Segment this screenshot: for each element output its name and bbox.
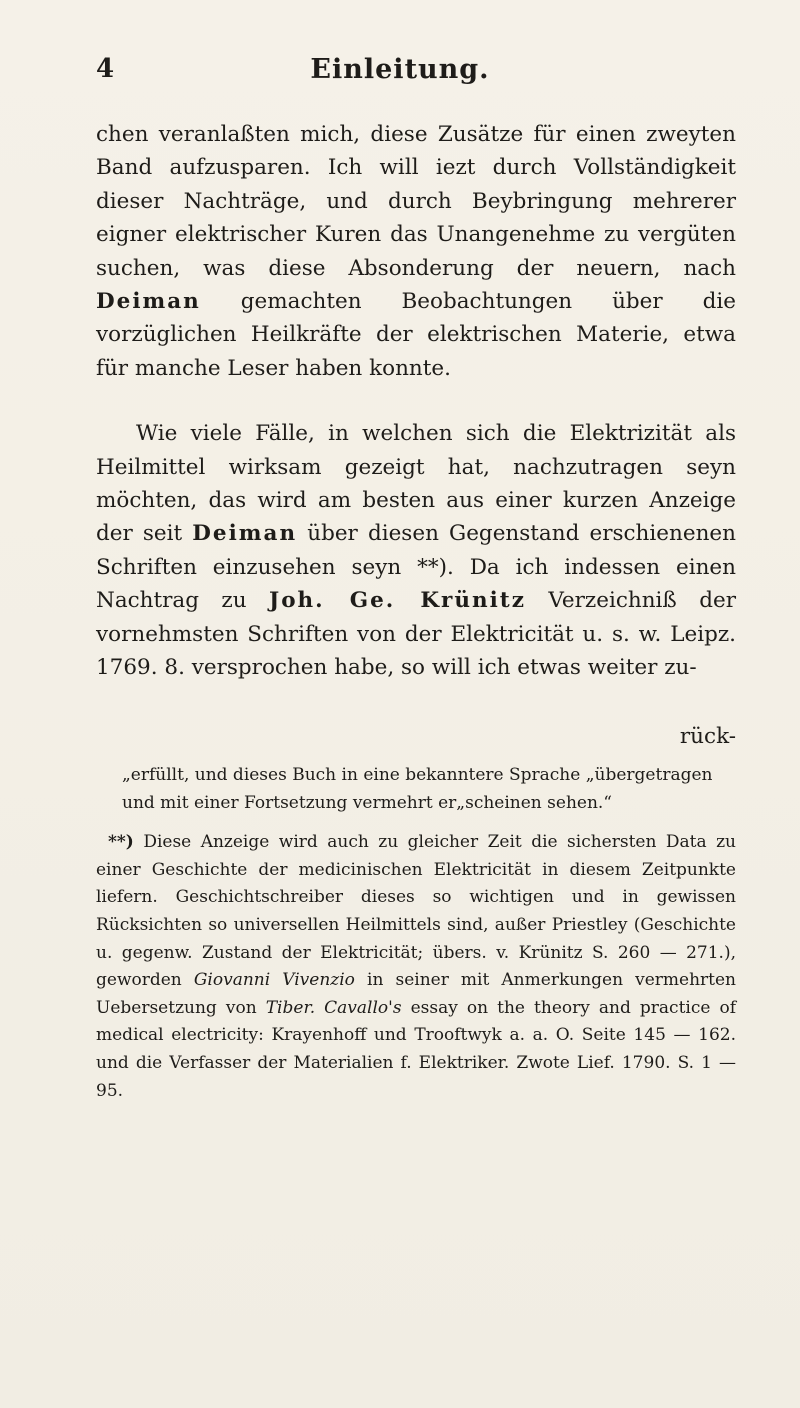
- footnote-2-text-end: essay on the theory and practice of medical electricity: Krayenhoff und Trooftwyk a. a. O. Seite 145 — 162. und die Verfasser der Materialien f. Elektriker. Zwote Lief. 1790. S. 1 — 95.: [96, 997, 737, 1101]
- footnote-2-text-continued: in seiner mit Anmerkungen vermehrten Uebersetzung von: [96, 970, 737, 1018]
- paragraph-1-continuation: gemachten Beobachtungen über die vorzüglichen Heilkräfte der elektrischen Materie, etwa für manche Leser haben konnte.: [96, 289, 736, 381]
- page-header: [0, 54, 800, 94]
- footnote-marker: **): [108, 832, 134, 853]
- catch-word: rück-: [679, 724, 736, 749]
- paragraph-2: [96, 417, 736, 684]
- name-deiman: Deiman: [192, 521, 298, 547]
- paragraph-1-text: chen veranlaßten mich, diese Zusätze für einen zweyten Band aufzusparen. Ich will iezt durch Vollständigkeit dieser Nachträge, und durch Beybringung mehrerer eigner elektrischer Kuren das Unangenehme zu vergüten suchen, was diese Absonderung der neuern, nach: [96, 122, 736, 281]
- running-title: Einleitung.: [310, 54, 490, 85]
- paragraph-2-end: Verzeichniß der vornehmsten Schriften von der Elektricität u. s. w. Leipz. 1769. 8. versprochen habe, so will ich etwas weiter zu-: [96, 588, 736, 681]
- paragraph-2-text: Wie viele Fälle, in welchen sich die Elektrizität als Heilmittel wirksam gezeigt hat, nachzutragen seyn möchten, das wird am besten aus einer kurzen Anzeige der seit: [96, 421, 736, 547]
- footnotes: [96, 762, 736, 1105]
- page-number: 4: [96, 54, 115, 84]
- name-kruenitz: Joh. Ge. Krünitz: [269, 588, 526, 614]
- footnote-2: [96, 829, 736, 1105]
- name-deiman: Deiman: [96, 289, 201, 315]
- latin-name-vivenzio: Giovanni Vivenzio: [193, 970, 355, 991]
- main-text: [96, 118, 736, 685]
- paragraph-2-continuation: über diesen Gegenstand erschienenen Schriften einzusehen seyn **). Da ich indessen einen Nachtrag zu: [96, 521, 736, 614]
- footnote-continuation: „erfüllt, und dieses Buch in eine bekanntere Sprache „übergetragen und mit einer Fortsetzung vermehrt er„scheinen sehen.“: [122, 765, 713, 813]
- paragraph-1: [96, 118, 736, 385]
- footnote-2-text: Diese Anzeige wird auch zu gleicher Zeit die sichersten Data zu einer Geschichte der medicinischen Elektricität in diesem Zeitpunkte liefern. Geschichtschreiber dieses so wichtigen und in gewissen Rücksichten so universellen Heilmittels sind, außer Priestley (Geschichte u. gegenw. Zustand der Elektricität; übers. v. Krünitz S. 260 — 271.), geworden: [96, 832, 737, 991]
- latin-name-cavallo: Tiber. Cavallo's: [265, 997, 402, 1018]
